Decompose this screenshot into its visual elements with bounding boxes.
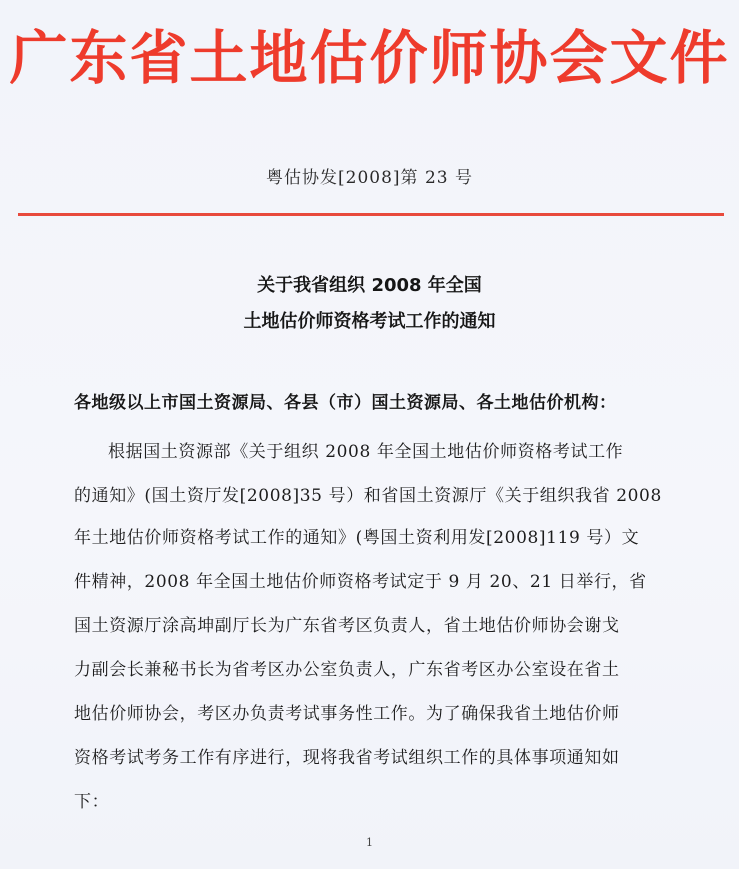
body-line: 地估价师协会，考区办负责考试事务性工作。为了确保我省土地估价师 (74, 704, 620, 724)
body-line: 下： (74, 792, 110, 812)
body-line: 力副会长兼秘书长为省考区办公室负责人，广东省考区办公室设在省土 (74, 660, 620, 680)
body-line: 年土地估价师资格考试工作的通知》(粤国土资利用发[2008]119 号）文 (74, 528, 640, 548)
document-number: 粤估协发[2008]第 23 号 (266, 168, 473, 188)
notice-subject (0, 268, 739, 340)
subject-line-1: 关于我省组织 2008 年全国 (257, 275, 482, 296)
document-header-title: 广东省土地估价师协会文件 (9, 24, 730, 92)
red-divider-rule (18, 213, 724, 216)
addressee-line: 各地级以上市国土资源局、各县（市）国土资源局、各土地估价机构： (74, 393, 617, 413)
subject-line-2: 土地估价师资格考试工作的通知 (243, 311, 496, 332)
body-line: 的通知》(国土资厅发[2008]35 号）和省国土资源厅《关于组织我省 2008 (74, 486, 662, 506)
page-number: 1 (366, 836, 373, 849)
body-line: 根据国土资源部《关于组织 2008 年全国土地估价师资格考试工作 (108, 442, 624, 462)
body-line: 件精神，2008 年全国土地估价师资格考试定于 9 月 20、21 日举行，省 (74, 572, 647, 592)
body-line: 国土资源厅涂高坤副厅长为广东省考区负责人，省土地估价师协会谢戈 (74, 616, 620, 636)
body-line: 资格考试考务工作有序进行，现将我省考试组织工作的具体事项通知如 (74, 748, 620, 768)
